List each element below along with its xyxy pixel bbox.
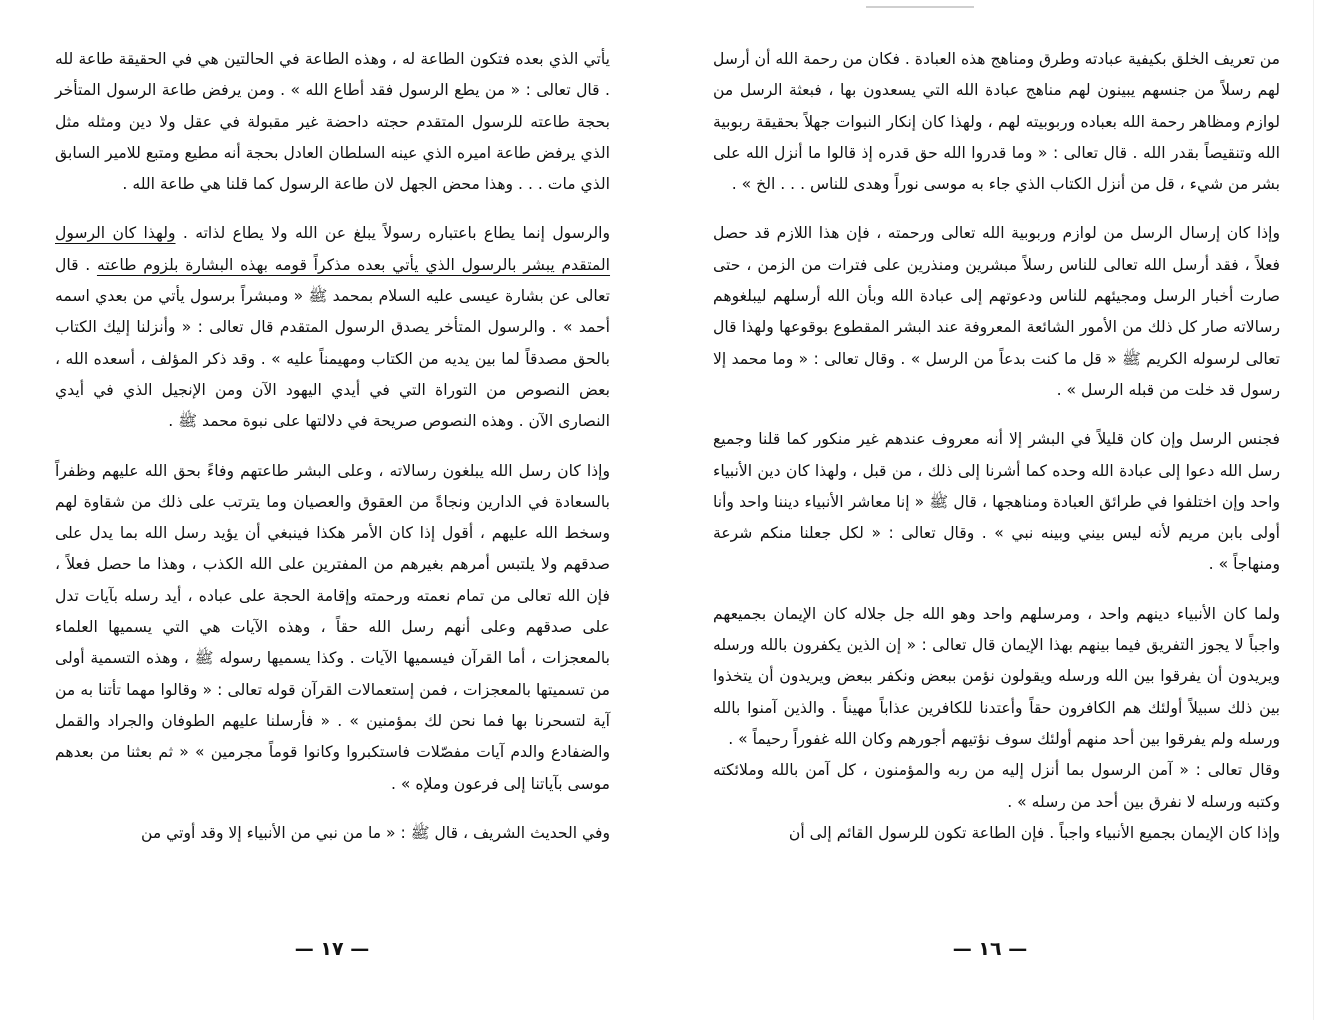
right-paragraph-3: فجنس الرسل وإن كان قليلاً في البشر إلا أنه معروف عندهم غير منكور كما قلنا وجميع رسل الله دعوا إلى عبادة الله وحده كما أشرنا إلى ذلك ، من قبل ، ولهذا كان دين الأنبياء واحد وإن اختلفوا في طرائق العبادة ومناهجها ، قال ﷺ « إنا معاشر الأنبياء ديننا واحد وأنا أولى بابن مريم لأنه ليس بيني وبينه نبي » . وقال تعالى : « لكل جعلنا منكم شرعة ومنهاجاً » . [713,430,1280,574]
left-paragraph-1: يأتي الذي بعده فتكون الطاعة له ، وهذه الطاعة في الحالتين هي في الحقيقة طاعة لله . قال تعالى : « من يطع الرسول فقد أطاع الله » . ومن يرفض طاعة الرسول المتأخر بحجة طاعته للرسول المتقدم حجته داحضة غير مقبولة في عقل ولا دين ومثله مثل الذي يرفض طاعة اميره الذي عينه السلطان العادل بحجة أنه مطيع ومتبع للامير السابق الذي مات . . . وهذا محض الجهل لان طاعة الرسول كما قلنا هي طاعة الله . [55,50,610,194]
left-paragraph-4: وفي الحديث الشريف ، قال ﷺ : « ما من نبي من الأنبياء إلا وقد أوتي من [140,823,610,842]
right-paragraph-4: ولما كان الأنبياء دينهم واحد ، ومرسلهم واحد وهو الله جل جلاله كان الإيمان بجميعهم واجباً لا يجوز التفريق فيما بينهم بهذا الإيمان قال تعالى : « إن الذين يكفرون بالله ورسله ويريدون أن يفرقوا بين الله ورسله ويقولون نؤمن ببعض ونكفر ببعض ويريدون أن يتخذوا بين ذلك سبيلاً أولئك هم الكافرون حقاً وأعتدنا للكافرين عذاباً مهيناً . والذين آمنوا بالله ورسله ولم يفرقوا بين أحد منهم أولئك سوف نؤتيهم أجورهم وكان الله غفوراً رحيماً » . [713,604,1280,748]
left-paragraph-2: والرسول إنما يطاع باعتباره رسولاً يبلغ عن الله ولا يطاع لذاته . ولهذا كان الرسول المتقدم يبشر بالرسول الذي يأتي بعده مذكراً قومه بهذه البشارة بلزوم طاعته . قال تعالى عن بشارة عيسى عليه السلام بمحمد ﷺ « ومبشراً برسول يأتي من بعدي اسمه أحمد » . والرسول المتأخر يصدق الرسول المتقدم قال تعالى : « وأنزلنا إليك الكتاب بالحق مصدقاً لما بين يديه من الكتاب ومهيمناً عليه » . وقد ذكر المؤلف ، أسعده الله ، بعض النصوص من التوراة التي في أيدي اليهود الآن ومن الإنجيل الذي في أيدي النصارى الآن . وهذه النصوص صريحة في دلالتها على نبوة محمد ﷺ . [55,224,611,431]
right-paragraph-1: من تعريف الخلق بكيفية عبادته وطرق ومناهج هذه العبادة . فكان من رحمة الله أن أرسل لهم رسلاً من جنسهم يبينون لهم مناهج عبادة الله التي يسعدون بها ، فبعثة الرسل من لوازم ومظاهر رحمة الله بعباده وربوبيته لهم ، ولهذا كان إنكار النبوات جهلاً بحقيقة ربوبية الله وتنقيصاً بقدر الله . قال تعالى : « وما قدروا الله حق قدره إذ قالوا ما أنزل الله على بشر من شيء ، قل من أنزل الكتاب الذي جاء به موسى نوراً وهدى للناس . . . الخ » . [712,50,1280,194]
right-page-text [713,44,1280,849]
left-paragraph-3: وإذا كان رسل الله يبلغون رسالاته ، وعلى البشر طاعتهم وفاءً بحق الله عليهم وظفراً بالسعادة في الدارين ونجاةً من العقوق والعصيان وما يترتب على ذلك من شقاوة لهم وسخط الله عليهم ، أقول إذا كان الأمر هكذا فينبغي أن يؤيد رسل الله بما يدل على صدقهم ولا يلتبس أمرهم بغيرهم من المفترين على الله الكذب ، وهذا ما حصل فعلاً ، فإن الله تعالى من تمام نعمته ورحمته وإقامة الحجة على عباده ، أيد رسله بآيات تدل على صدقهم وعلى أنهم رسل الله حقاً ، وهذه الآيات هي التي يسميها العلماء بالمعجزات ، أما القرآن فيسميها الآيات . وكذا يسميها رسوله ﷺ ، وهذه التسمية أولى من تسميتها بالمعجزات ، فمن إستعمالات القرآن قوله تعالى : « وقالوا مهما تأتنا به من آية لتسحرنا بها فما نحن لك بمؤمنين » . « فأرسلنا عليهم الطوفان والجراد والقمل والضفادع والدم آيات مفصّلات فاستكبروا وكانوا قوماً مجرمين » « ثم بعثنا من بعدهم موسى بآياتنا إلى فرعون وملإه » . [55,461,610,793]
page-number: — ١٦ — [952,938,1028,960]
right-page [660,0,1320,1020]
page-number: — ١٧ — [294,938,370,960]
left-page-text [55,44,610,849]
underlined-phrase: ولهذا كان الرسول المتقدم يبشر بالرسول الذي يأتي بعده مذكراً قومه بهذه البشارة بلزوم طاعته [55,224,611,274]
right-paragraph-2: وإذا كان إرسال الرسل من لوازم وربوبية الله تعالى ورحمته ، فإن هذا اللازم قد حصل فعلاً ، فقد أرسل الله تعالى للناس رسلاً مبشرين ومنذرين على فترات من الزمن ، حتى صارت أخبار الرسل ومجيئهم للناس ودعوتهم إلى عبادة الله وبأن الله أرسلهم ليبلغوهم رسالاته صار كل ذلك من الأمور الشائعة المعروفة عند البشر المقطوع بوقوعها ولهذا قال تعالى لرسوله الكريم ﷺ « قل ما كنت بدعاً من الرسل » . وقال تعالى : « وما محمد إلا رسول قد خلت من قبله الرسل » . [713,224,1280,399]
right-paragraph-6: وإذا كان الإيمان بجميع الأنبياء واجباً . فإن الطاعة تكون للرسول القائم إلى أن [788,823,1280,842]
right-paragraph-5: وقال تعالى : « آمن الرسول بما أنزل إليه من ربه والمؤمنون ، كل آمن بالله وملائكته وكتبه ورسله لا نفرق بين أحد من رسله » . [713,761,1280,811]
